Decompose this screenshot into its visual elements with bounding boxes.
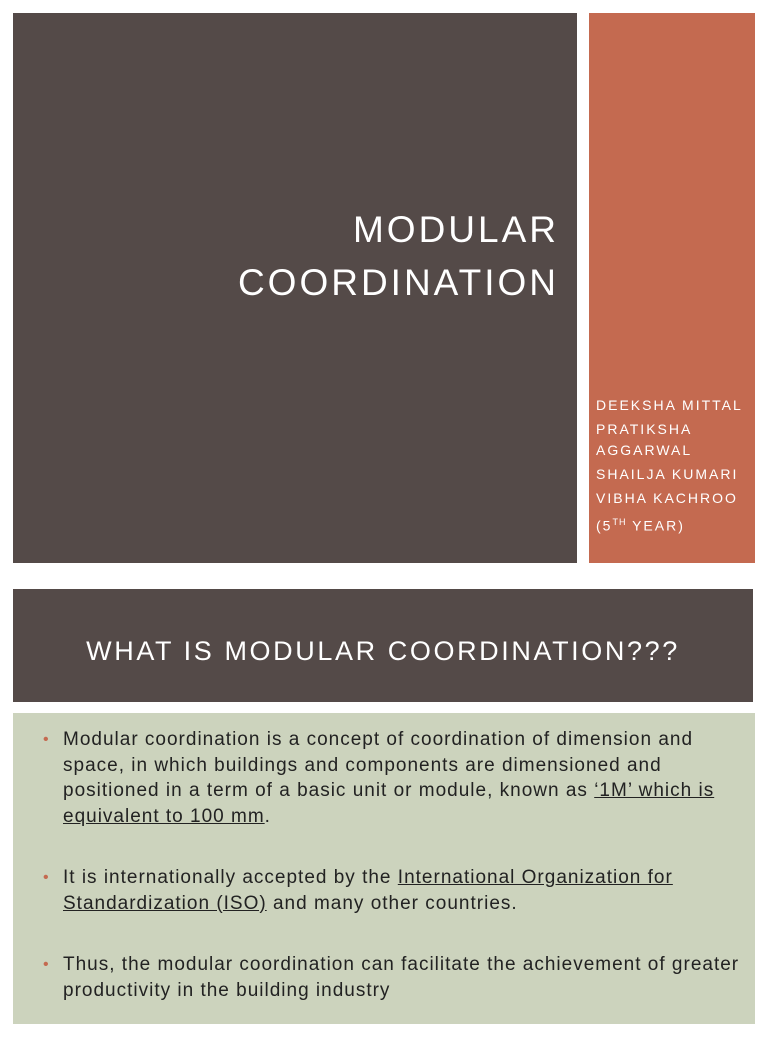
bullet-underlined-text: International Organization for Standardization (ISO) — [63, 867, 673, 914]
bullet-text: It is internationally accepted by the — [63, 867, 398, 888]
author-name: DEEKSHA MITTAL — [596, 397, 743, 413]
year-superscript: TH — [612, 517, 627, 527]
bullet-text-end: . — [264, 805, 271, 827]
bullet-underlined-text: ‘1M’ which is equivalent to 100 mm — [63, 780, 715, 827]
author-name: PRATIKSHA AGGARWAL — [596, 421, 693, 458]
title-slide-main-panel — [13, 13, 577, 563]
bullet-text: Thus, the modular coordination can facilitate the achievement of greater productivity in the building industry — [63, 954, 740, 1001]
bullet-item — [41, 727, 741, 829]
bullet-text-end: and many other countries. — [266, 892, 518, 914]
author-name: SHAILJA KUMARI — [596, 466, 739, 482]
section-heading-bar — [13, 589, 753, 702]
bullet-dot-icon: • — [43, 731, 50, 748]
bullet-dot-icon: • — [43, 956, 50, 973]
section-heading: WHAT IS MODULAR COORDINATION??? — [86, 636, 680, 666]
author-name: VIBHA KACHROO — [596, 490, 738, 506]
year-suffix: YEAR) — [626, 517, 685, 534]
year-prefix: (5 — [596, 517, 613, 534]
author-year — [596, 512, 756, 537]
content-panel — [13, 713, 755, 1024]
slide-title-line-1: MODULAR — [352, 209, 559, 250]
bullet-item — [41, 865, 741, 916]
bullet-item — [41, 952, 741, 1003]
slide-title-line-2: COORDINATION — [237, 262, 559, 303]
bullet-dot-icon: • — [43, 869, 50, 886]
bullet-text: Modular coordination is a concept of coordination of dimension and space, in which buildings and components are dimensioned and positioned in a term of a basic unit or module, known as — [63, 729, 694, 801]
bullet-list — [41, 727, 741, 1039]
title-slide-side-panel — [589, 13, 755, 563]
slide-title — [238, 203, 559, 309]
author-list — [596, 395, 756, 540]
